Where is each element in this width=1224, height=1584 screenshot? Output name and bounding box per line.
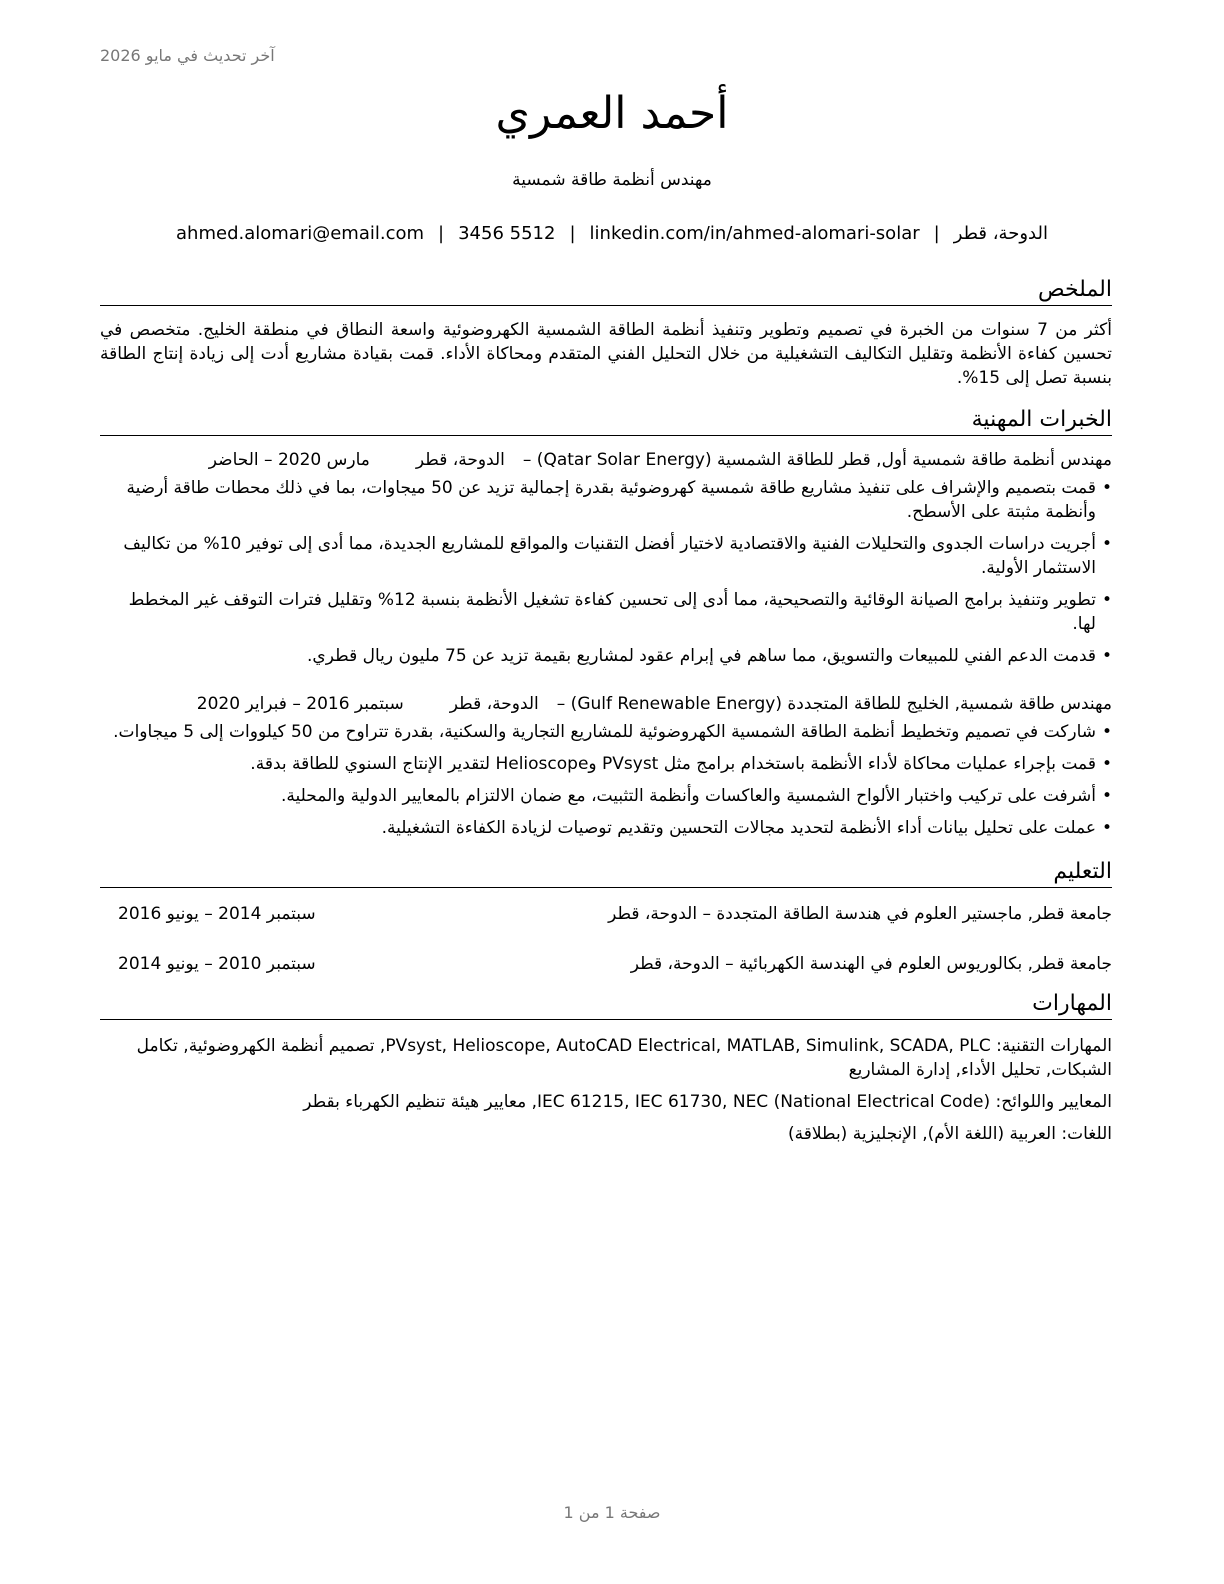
summary-heading: الملخص [100,276,1112,306]
job-title: مهندس طاقة شمسية, الخليج للطاقة المتجددة (Gulf Renewable Energy) – [556,694,1112,714]
job-location: الدوحة، قطر [449,694,539,714]
education-dates: سبتمبر 2010 – يونيو 2014 [118,954,316,974]
job-bullet: • عملت على تحليل بيانات أداء الأنظمة لتحديد مجالات التحسين وتقديم توصيات لزيادة الكفاءة التشغيلية. [100,816,1112,840]
skills-standards: المعايير واللوائح: IEC 61215, IEC 61730, NEC (National Electrical Code), معايير هيئة تنظيم الكهرباء بقطر [303,1092,1112,1112]
candidate-role: مهندس أنظمة طاقة شمسية [512,170,712,190]
job-bullet: • أجريت دراسات الجدوى والتحليلات الفنية والاقتصادية لاختيار أفضل التقنيات والمواقع للمشاريع الجديدة، مما أدى إلى توفير 10% من تكاليف الاستثمار الأولية. [100,532,1112,580]
contact-linkedin[interactable]: linkedin.com/in/ahmed-alomari-solar [589,223,920,244]
job-bullet: • قدمت الدعم الفني للمبيعات والتسويق، مما ساهم في إبرام عقود لمشاريع بقيمة تزيد عن 75 مليون ريال قطري. [100,644,1112,668]
job-header [100,692,1112,716]
job-bullet: • تطوير وتنفيذ برامج الصيانة الوقائية والتصحيحية، مما أدى إلى تحسين كفاءة تشغيل الأنظمة بنسبة 12% وتقليل فترات التوقف غير المخطط لها. [100,588,1112,636]
contact-email[interactable]: ahmed.alomari@email.com [176,223,425,244]
job-title: مهندس أنظمة طاقة شمسية أول, قطر للطاقة الشمسية (Qatar Solar Energy) – [522,450,1112,470]
education-entry [100,902,1112,926]
skills-heading: المهارات [100,990,1112,1020]
summary-text: أكثر من 7 سنوات من الخبرة في تصميم وتطوير وتنفيذ أنظمة الطاقة الشمسية الكهروضوئية واسعة النطاق في منطقة الخليج. متخصص في تحسين كفاءة الأنظمة وتقليل التكاليف التشغيلية من خلال التحليل الفني المتقدم ومحاكاة الأداء. قمت بقيادة مشاريع أدت إلى زيادة إنتاج الطاقة بنسبة تصل إلى 15%. [100,320,1113,388]
last-updated-note: آخر تحديث في مايو 2026 [100,46,275,65]
education-entry [100,952,1112,976]
candidate-name: أحمد العمري [495,88,729,139]
experience-heading: الخبرات المهنية [100,406,1112,436]
skills-languages: اللغات: العربية (اللغة الأم), الإنجليزية (بطلاقة) [787,1124,1112,1144]
job-bullet: • شاركت في تصميم وتخطيط أنظمة الطاقة الشمسية الكهروضوئية للمشاريع التجارية والسكنية، بقدرة تتراوح من 50 كيلووات إلى 5 ميجاوات. [100,720,1112,744]
contact-separator: | [933,223,940,244]
job-entry [100,448,1112,668]
skills-list [84,1034,1112,1146]
contact-separator: | [438,223,445,244]
education-degree: جامعة قطر, ماجستير العلوم في هندسة الطاقة المتجددة – الدوحة، قطر [608,904,1112,924]
job-location: الدوحة، قطر [415,450,505,470]
job-header [100,448,1112,472]
resume-content [100,276,1112,1154]
contact-phone: 3456 5512 [458,223,556,244]
contact-separator: | [569,223,576,244]
job-entry [100,692,1112,840]
contact-location: الدوحة، قطر [953,223,1048,244]
job-bullet: • قمت بتصميم والإشراف على تنفيذ مشاريع طاقة شمسية كهروضوئية بقدرة إجمالية تزيد عن 50 ميجاوات، بما في ذلك محطات طاقة أرضية وأنظمة مثبتة على الأسطح. [100,476,1112,524]
education-dates: سبتمبر 2014 – يونيو 2016 [118,904,316,924]
skills-technical: المهارات التقنية: PVsyst, Helioscope, AutoCAD Electrical, MATLAB, Simulink, SCADA, PLC, تصميم أنظمة الكهروضوئية, تكامل الشبكات, تحليل الأداء, إدارة المشاريع [136,1036,1112,1080]
job-bullets [100,476,1112,668]
job-bullets [100,720,1112,840]
contact-line [0,223,1224,244]
job-bullet: • قمت بإجراء عمليات محاكاة لأداء الأنظمة باستخدام برامج مثل PVsyst وHelioscope لتقدير الإنتاج السنوي للطاقة بدقة. [100,752,1112,776]
education-heading: التعليم [100,858,1112,888]
page-number: صفحة 1 من 1 [563,1503,661,1522]
job-bullet: • أشرفت على تركيب واختبار الألواح الشمسية والعاكسات وأنظمة التثبيت، مع ضمان الالتزام بالمعايير الدولية والمحلية. [100,784,1112,808]
education-degree: جامعة قطر, بكالوريوس العلوم في الهندسة الكهربائية – الدوحة، قطر [630,954,1112,974]
job-dates: سبتمبر 2016 – فبراير 2020 [196,694,404,714]
job-dates: مارس 2020 – الحاضر [208,450,370,470]
